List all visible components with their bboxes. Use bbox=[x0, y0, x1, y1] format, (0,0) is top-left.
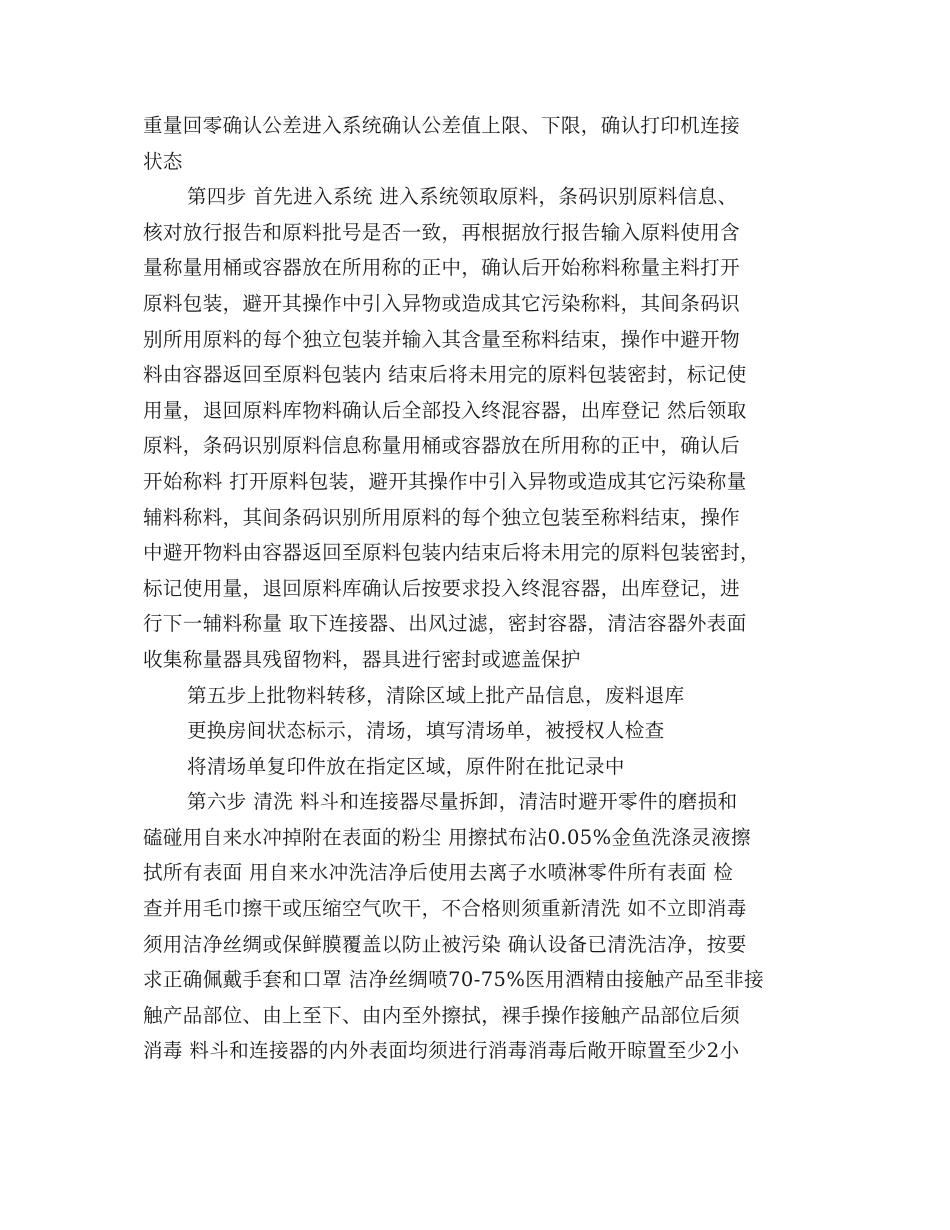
text-line: 料由容器返回至原料包装内 结束后将未用完的原料包装密封，标记使 bbox=[143, 363, 747, 387]
text-line: 查并用毛巾擦干或压缩空气吹干，不合格则须重新清洗 如不立即消毒 bbox=[143, 897, 747, 921]
text-line: 收集称量器具残留物料，器具进行密封或遮盖保护 bbox=[143, 647, 581, 671]
text-line: 状态 bbox=[143, 149, 183, 173]
text-line: 第四步 首先进入系统 进入系统领取原料，条码识别原料信息、 bbox=[187, 185, 738, 209]
text-line: 量称量用桶或容器放在所用称的正中，确认后开始称料称量主料打开 bbox=[143, 256, 741, 280]
text-line: 触产品部位、由上至下、由内至外擦拭，裸手操作接触产品部位后须 bbox=[143, 1003, 741, 1027]
text-line: 拭所有表面 用自来水冲洗洁净后使用去离子水喷淋零件所有表面 检 bbox=[143, 861, 734, 885]
text-line: 将清场单复印件放在指定区域，原件附在批记录中 bbox=[187, 754, 625, 778]
text-line: 求正确佩戴手套和口罩 洁净丝绸喷70-75%医用酒精由接触产品至非接 bbox=[143, 968, 765, 992]
text-line: 更换房间状态标示，清场，填写清场单，被授权人检查 bbox=[187, 719, 665, 743]
text-line: 须用洁净丝绸或保鲜膜覆盖以防止被污染 确认设备已清洗洁净，按要 bbox=[143, 932, 747, 956]
text-line: 第六步 清洗 料斗和连接器尽量拆卸，清洁时避开零件的磨损和 bbox=[187, 790, 738, 814]
text-line: 原料，条码识别原料信息称量用桶或容器放在所用称的正中，确认后 bbox=[143, 434, 741, 458]
text-line: 中避开物料由容器返回至原料包装内结束后将未用完的原料包装密封， bbox=[143, 541, 760, 565]
text-line: 消毒 料斗和连接器的内外表面均须进行消毒消毒后敞开晾置至少2小 bbox=[143, 1039, 740, 1063]
text-line: 核对放行报告和原料批号是否一致，再根据放行报告输入原料使用含 bbox=[143, 220, 741, 244]
text-line: 第五步上批物料转移，清除区域上批产品信息，废料退库 bbox=[187, 683, 685, 707]
text-line: 开始称料 打开原料包装，避开其操作中引入异物或造成其它污染称量 bbox=[143, 469, 747, 493]
text-line: 辅料称料，其间条码识别所用原料的每个独立包装至称料结束，操作 bbox=[143, 505, 741, 529]
text-line: 行下一辅料称量 取下连接器、出风过滤，密封容器，清洁容器外表面 bbox=[143, 612, 747, 636]
text-line: 原料包装，避开其操作中引入异物或造成其它污染称料，其间条码识 bbox=[143, 291, 741, 315]
text-line: 用量，退回原料库物料确认后全部投入终混容器，出库登记 然后领取 bbox=[143, 398, 747, 422]
text-line: 别所用原料的每个独立包装并输入其含量至称料结束，操作中避开物 bbox=[143, 327, 741, 351]
text-line: 重量回零确认公差进入系统确认公差值上限、下限，确认打印机连接 bbox=[143, 114, 741, 137]
text-line: 标记使用量，退回原料库确认后按要求投入终混容器，出库登记，进 bbox=[143, 576, 741, 600]
document-body bbox=[143, 108, 809, 1069]
text-line: 磕碰用自来水冲掉附在表面的粉尘 用擦拭布沾0.05%金鱼洗涤灵液擦 bbox=[143, 825, 751, 849]
